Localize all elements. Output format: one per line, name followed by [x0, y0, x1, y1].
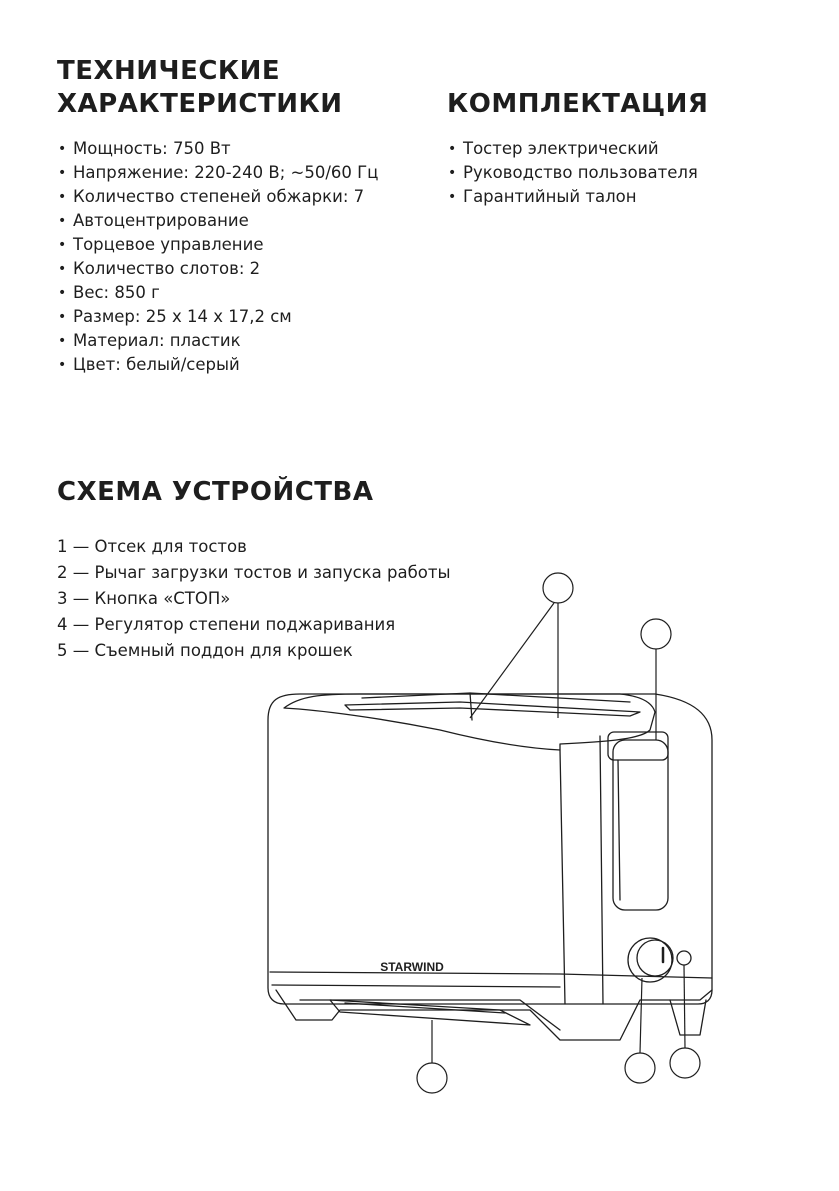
legend-item: 2 — Рычаг загрузки тостов и запуска работы: [57, 563, 451, 582]
specs-title-line2: ХАРАКТЕРИСТИКИ: [57, 89, 343, 119]
spec-item: • Вес: 850 г: [57, 281, 378, 305]
brand-logo: STARWIND: [380, 960, 444, 974]
kit-item: • Гарантийный талон: [447, 185, 698, 209]
spec-item: • Торцевое управление: [57, 233, 378, 257]
kit-title: КОМПЛЕКТАЦИЯ: [447, 89, 709, 119]
spec-item: • Напряжение: 220-240 В; ~50/60 Гц: [57, 161, 378, 185]
spec-item: • Материал: пластик: [57, 329, 378, 353]
spec-item: • Автоцентрирование: [57, 209, 378, 233]
spec-item: • Цвет: белый/серый: [57, 353, 378, 377]
lever-track: [613, 740, 668, 910]
callout-5-circle: [417, 1063, 447, 1093]
callout-2-circle: [641, 619, 671, 649]
spec-item: • Количество слотов: 2: [57, 257, 378, 281]
spec-item: • Мощность: 750 Вт: [57, 137, 378, 161]
stop-button: [677, 951, 691, 965]
kit-item: • Руководство пользователя: [447, 161, 698, 185]
specs-title: [57, 55, 397, 121]
spec-item: • Количество степеней обжарки: 7: [57, 185, 378, 209]
callout-3-circle: [670, 1048, 700, 1078]
legend-item: 5 — Съемный поддон для крошек: [57, 641, 353, 660]
toast-slot: [345, 702, 640, 716]
callout-1-circle: [543, 573, 573, 603]
legend-item: 1 — Отсек для тостов: [57, 537, 247, 556]
specs-list: [57, 137, 378, 377]
kit-list: [447, 137, 698, 209]
legend-item: 3 — Кнопка «СТОП»: [57, 589, 231, 608]
scheme-title: СХЕМА УСТРОЙСТВА: [57, 477, 374, 507]
callout-4-circle: [625, 1053, 655, 1083]
specs-title-line1: ТЕХНИЧЕСКИЕ: [57, 56, 281, 86]
kit-item: • Тостер электрический: [447, 137, 698, 161]
toaster-base: [276, 990, 712, 1040]
toaster-diagram: [240, 560, 740, 1100]
spec-item: • Размер: 25 х 14 х 17,2 см: [57, 305, 378, 329]
legend-item: 4 — Регулятор степени поджаривания: [57, 615, 396, 634]
callouts: [417, 573, 700, 1093]
